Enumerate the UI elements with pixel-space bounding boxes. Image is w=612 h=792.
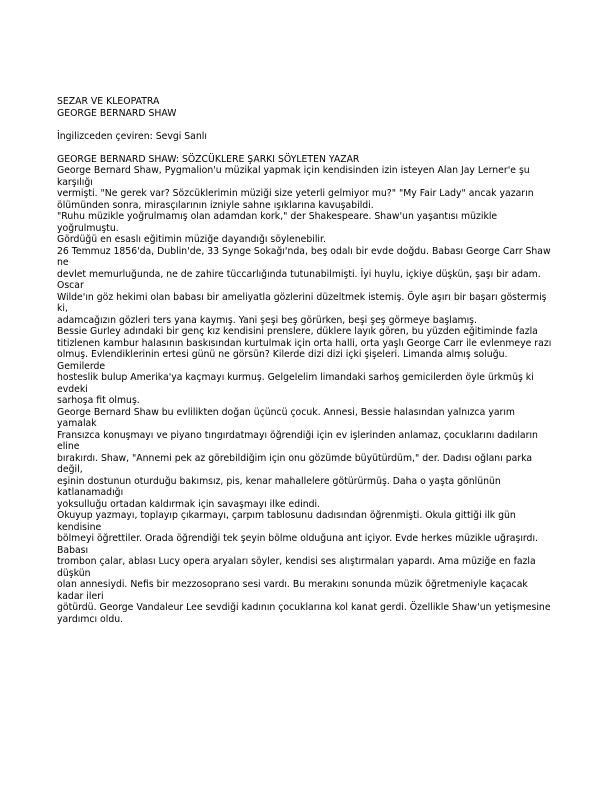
text-line: Fransızca konuşmayı ve piyano tıngırdatmayı öğrendiği için ev işlerinden anlamaz, çocuklarını dadıların eline [57,429,538,452]
text-line: vermişti. "Ne gerek var? Sözcüklerimin müziği size yeterli gelmiyor mu?" "My Fair Lady" ancak yazarın [57,188,534,199]
text-line: götürdü. George Vandaleur Lee sevdiği kadının çocuklarına kol kanat gerdi. Özellikle Shaw'un yetişmesine [57,602,551,613]
text-line: Wilde'ın göz hekimi olan babası bir ameliyatla gözlerini düzeltmek istemiş. Öyle aşırı bir başarı göstermiş ki, [57,291,547,314]
book-title: SEZAR VE KLEOPATRA [57,96,160,107]
text-line: sarhoşa fit olmuş. [57,395,140,406]
text-line: adamcağızın gözleri ters yana kaymış. Yani şeşi beş görürken, beşi şeş görmeye başlamış. [57,314,477,326]
text-line: titizlenen kambur halasının baskısından kurtulmak için orta halli, orta yaşlı George Carr ile evlenmeye razı [57,337,552,349]
text-line: 26 Temmuz 1856'da, Dublin'de, 33 Synge Sokağı'nda, beş odalı bir evde doğdu. Babası George Carr Shaw ne [57,245,551,268]
document-body [57,96,555,625]
translator-credit: İngilizceden çeviren: Sevgi Sanlı [57,130,207,142]
text-line: Okuyup yazmayı, toplayıp çıkarmayı, çarpım tablosunu dadısından öğrenmişti. Okula gittiği ilk gün kendisine [57,510,516,533]
text-line: olan annesiydi. Nefis bir mezzosoprano sesi vardı. Bu merakını sonunda müzik öğretmeniyle kaçacak kadar ileri [57,579,528,602]
text-line: George Bernard Shaw bu evlilikten doğan üçüncü çocuk. Annesi, Bessie halasından yalnızca yarım yamalak [57,406,515,429]
spacer [57,142,555,154]
text-line: hosteslik bulup Amerika'ya kaçmayı kurmuş. Gelgelelim limandaki sarhoş gemicilerden öyle ürkmüş ki evdeki [57,372,534,395]
text-line: yardımcı oldu. [57,613,124,625]
text-line: bölmeyi öğrettiler. Orada öğrendiği tek şeyin bölme olduğuna ant içiyor. Evde herkes müzikle uğraşırdı. Babası [57,533,538,556]
text-line: devlet memurluğunda, ne de zahire tüccarlığında tutunabilmişti. İyi huylu, içkiye düşkün, şaşı bir adam. Oscar [57,268,541,291]
text-line: olmuş. Evlendiklerinin ertesi günü ne görsün? Kilerde dizi dizi içki şişeleri. Limanda almış soluğu. Gemilerde [57,349,508,372]
text-line: bırakırdı. Shaw, "Annemi pek az görebildiğim için onu gözümde büyütürdüm," der. Dadısı oğlanı parka değil, [57,452,533,475]
spacer [57,119,555,131]
text-line: trombon çalar, ablası Lucy opera aryaları söyler, kendisi ses alıştırmaları yapardı. Ama müziğe en fazla düşkün [57,556,536,579]
book-author: GEORGE BERNARD SHAW [57,107,177,119]
text-line: "Ruhu müzikle yoğrulmamış olan adamdan kork," der Shakespeare. Shaw'un yaşantısı müzikle yoğrulmuştu. [57,211,498,234]
text-line: eşinin dostunun oturduğu bakımsız, pis, kenar mahallelere götürürmüş. Daha o yaşta gönlünün katlanamadığı [57,475,501,498]
text-line: George Bernard Shaw, Pygmalion'u müzikal yapmak için kendisinden izin isteyen Alan Jay Lerner'e şu karşılığı [57,165,530,188]
text-line: yoksulluğu ortadan kaldırmak için savaşmayı ilke edindi. [57,498,321,510]
text-line: Bessie Gurley adındaki bir genç kız kendisini prenslere, düklere layık gören, bu yüzden eğitiminde fazla [57,326,538,337]
text-line: Gördüğü en esaslı eğitimin müziğe dayandığı söylenebilir. [57,234,326,245]
section-heading: GEORGE BERNARD SHAW: SÖZCÜKLERE ŞARKI SÖYLETEN YAZAR [57,153,360,165]
text-line: ölümünden sonra, mirasçılarının izniyle sahne ışıklarına kavuşabildi. [57,199,374,211]
